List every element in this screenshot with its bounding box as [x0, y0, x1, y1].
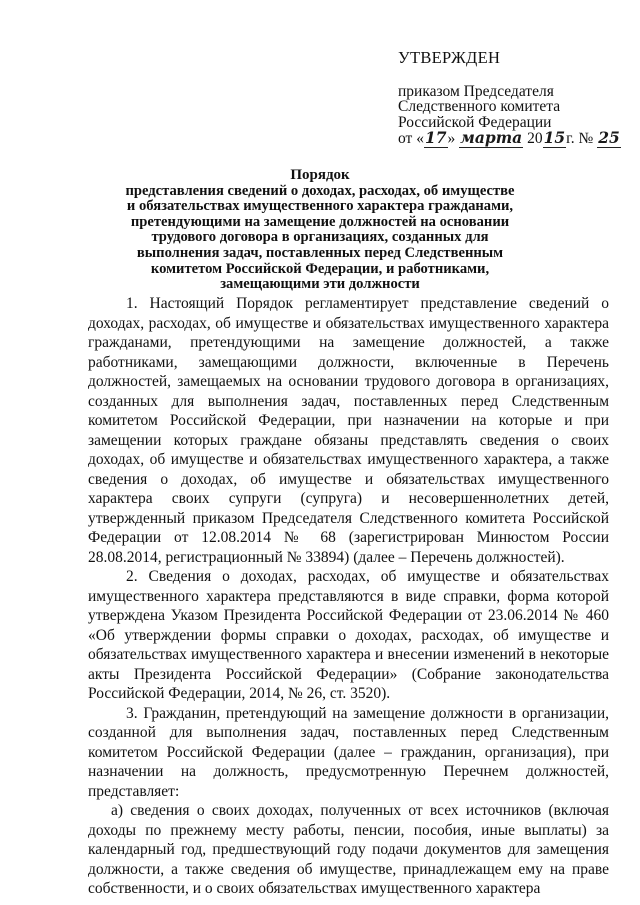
handwritten-year: 15	[543, 128, 566, 147]
date-prefix: от «	[398, 130, 424, 147]
number-prefix: г. №	[566, 130, 594, 147]
subparagraph-a: а) сведения о своих доходах, полученных от всех источников (включая доходы по прежнему месту работы, пенсии, пособия, иные выплаты) за календарный год, предшествующий году подачи документов для замещения должности, а также сведения об имуществе, принадлежащем ему на праве собственности, и о своих обязательствах имущественного характера	[88, 802, 609, 897]
document-title	[120, 168, 520, 293]
approval-line-committee: Следственного комитета	[398, 98, 561, 115]
title-line-1: представления сведений о доходах, расходах, об имуществе	[125, 182, 515, 199]
title-line-2: и обязательствах имущественного характера гражданами,	[126, 198, 514, 215]
year-prefix: 20	[527, 130, 543, 147]
paragraph-1: 1. Настоящий Порядок регламентирует представление сведений о доходах, расходах, об имуществе и обязательствах имущественного характера гражданами, претендующими на замещение должностей, а также работниками, замещающими должности, включенные в Перечень должностей, замещаемых на основании трудового договора в организациях, созданных для выполнения задач, поставленных перед Следственным комитетом Российской Федерации, при назначении на которые и при замещении которых граждане обязаны представлять сведения о своих доходах, об имуществе и обязательствах имущественного характера, а также сведения о доходах, об имуществе и обязательствах имущественного характера своих супруги (супруга) и несовершеннолетних детей, утвержденный приказом Председателя Следственного комитета Российской Федерации от 12.08.2014 № 68 (зарегистрирован Минюстом России 28.08.2014, регистрационный № 33894) (далее – Перечень должностей).	[88, 295, 609, 566]
title-line-3: претендующими на замещение должностей на основании	[130, 213, 510, 230]
handwritten-number: 25	[598, 128, 620, 147]
title-line-5: выполнения задач, поставленных перед Следственным	[136, 244, 504, 261]
approval-date-line	[398, 130, 628, 147]
title-line-6: комитетом Российской Федерации, и работниками,	[150, 260, 490, 277]
approval-stamp	[398, 50, 628, 147]
approval-line-order: приказом Председателя	[398, 82, 554, 100]
title-line-7: замещающими эти должности	[220, 276, 420, 293]
paragraph-2: 2. Сведения о доходах, расходах, об имуществе и обязательствах имущественного характера представляются в виде справки, форма которой утверждена Указом Президента Российской Федерации от 23.06.2014 № 460 «Об утверждении формы справки о доходах, расходах, об имуществе и обязательствах имущественного характера и внесении изменений в некоторые акты Президента Российской Федерации» (Собрание законодательства Российской Федерации, 2014, № 26, ст. 3520).	[88, 568, 609, 702]
title-line-4: трудового договора в организациях, созданных для	[151, 229, 489, 246]
document-body	[88, 294, 609, 899]
title-heading: Порядок	[290, 167, 350, 183]
date-mid: »	[447, 130, 456, 147]
approval-line-federation: Российской Федерации	[398, 113, 552, 131]
paragraph-3: 3. Гражданин, претендующий на замещение должности в организации, созданной для выполнения задач, поставленных перед Следственным комитетом Российской Федерации (далее – гражданин, организация), при назначении на должность, предусмотренную Перечнем должностей, представляет:	[88, 704, 609, 800]
handwritten-month: марта	[460, 128, 523, 147]
approval-heading: УТВЕРЖДЕН	[398, 48, 501, 67]
handwritten-day: 17	[424, 128, 447, 147]
